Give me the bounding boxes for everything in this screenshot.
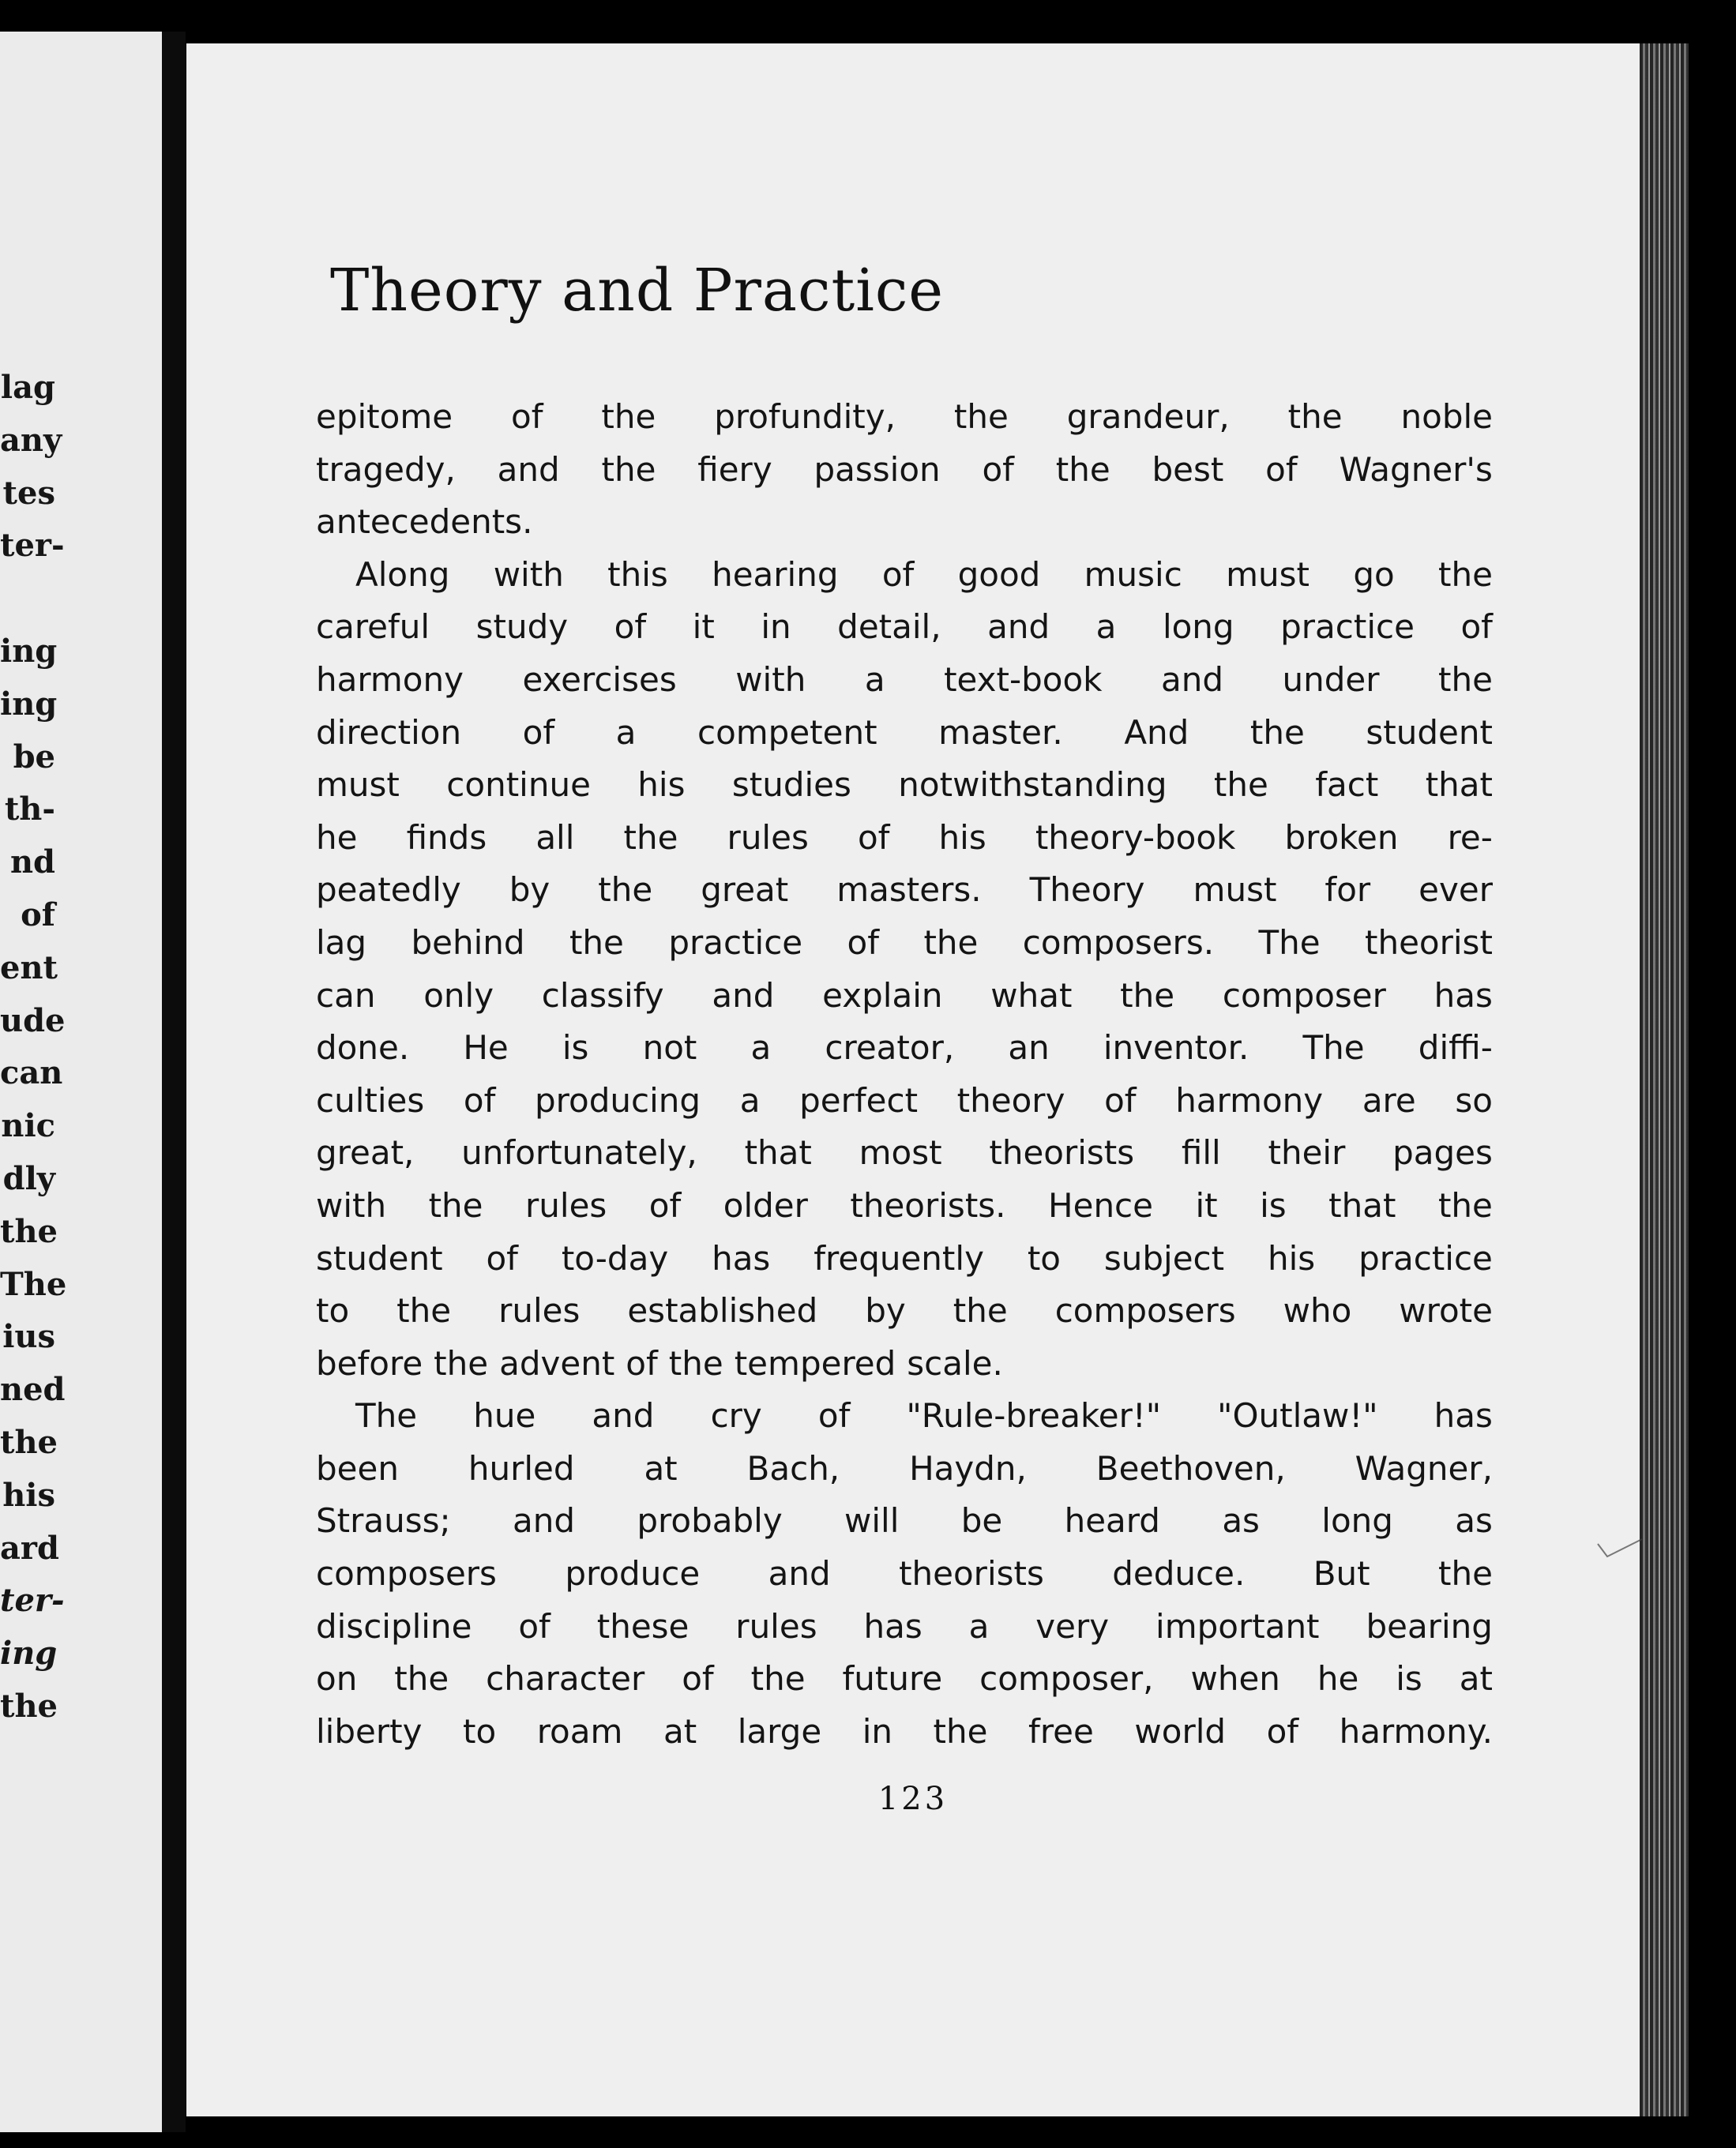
word: But	[1313, 1554, 1370, 1594]
word: must	[1193, 870, 1277, 910]
word: produce	[565, 1554, 701, 1594]
facing-page-fragment: ius	[2, 1318, 55, 1356]
word: liberty	[316, 1711, 423, 1751]
facing-page	[0, 32, 162, 2132]
word: will	[844, 1501, 900, 1541]
word: continue	[446, 765, 591, 805]
text-line	[316, 1706, 1493, 1759]
word: a	[750, 1028, 772, 1068]
facing-page-fragment: his	[2, 1476, 55, 1514]
word: and	[1161, 659, 1224, 699]
word: of	[881, 554, 915, 594]
word: direction	[316, 712, 462, 752]
text-line	[316, 496, 1493, 549]
word: the	[1438, 554, 1493, 594]
word: composers	[1054, 1291, 1236, 1331]
word: "Outlaw!"	[1217, 1396, 1378, 1436]
word: with	[493, 554, 564, 594]
word: The	[355, 1396, 418, 1436]
word: future	[842, 1659, 943, 1699]
word: probably	[637, 1501, 783, 1541]
word: ever	[1418, 870, 1493, 910]
word: rules	[727, 817, 809, 857]
word: of	[1460, 607, 1493, 647]
word: a	[739, 1080, 761, 1120]
word: all	[535, 817, 575, 857]
word: is	[1260, 1185, 1287, 1225]
word: the	[1249, 712, 1305, 752]
facing-page-fragment	[0, 573, 55, 625]
facing-page-fragment: be	[13, 738, 55, 775]
word: character	[486, 1659, 645, 1699]
book-page	[186, 43, 1640, 2116]
word: advent	[499, 1343, 615, 1383]
word: has	[863, 1606, 922, 1646]
word: is	[562, 1028, 589, 1068]
word: so	[1455, 1080, 1493, 1120]
word: composer	[1222, 975, 1386, 1015]
word: with	[316, 1185, 387, 1225]
book-gutter	[162, 32, 186, 2132]
page-body-text	[316, 391, 1493, 1758]
word: the	[1438, 659, 1493, 699]
word: the	[569, 922, 624, 962]
word: on	[316, 1659, 358, 1699]
text-line	[316, 654, 1493, 707]
facing-page-fragment: any	[0, 421, 62, 459]
text-line	[316, 1653, 1493, 1706]
word: master.	[938, 712, 1063, 752]
word: the	[923, 922, 979, 962]
word: of	[857, 817, 890, 857]
facing-page-text	[0, 362, 67, 1733]
facing-page-fragment: tes	[2, 474, 55, 512]
word: the	[394, 1659, 449, 1699]
word: fiery	[697, 449, 772, 489]
word: the	[396, 1291, 452, 1331]
word: to	[462, 1711, 497, 1751]
word: in	[761, 607, 791, 647]
word: long	[1162, 607, 1234, 647]
word: practice	[668, 922, 803, 962]
facing-page-fragment: of	[21, 896, 55, 933]
word: be	[960, 1501, 1003, 1541]
text-line	[316, 444, 1493, 497]
word: a	[615, 712, 637, 752]
word: of	[982, 449, 1014, 489]
text-line	[316, 1075, 1493, 1128]
word: must	[316, 765, 400, 805]
word: fill	[1181, 1133, 1221, 1173]
page-number: 123	[877, 1781, 949, 1817]
text-line	[316, 864, 1493, 917]
word: established	[627, 1291, 818, 1331]
text-line	[316, 1443, 1493, 1496]
word: of	[1266, 1711, 1299, 1751]
word: has	[1434, 1396, 1493, 1436]
word: culties	[316, 1080, 425, 1120]
word: practice	[1280, 607, 1415, 647]
word: has	[712, 1238, 771, 1278]
word: study	[475, 607, 569, 647]
word: and	[768, 1554, 831, 1594]
word: discipline	[316, 1606, 472, 1646]
word: free	[1028, 1711, 1094, 1751]
word: rules	[735, 1606, 817, 1646]
facing-page-fragment: dly	[2, 1159, 55, 1197]
word: unfortunately,	[461, 1133, 697, 1173]
word: older	[723, 1185, 808, 1225]
word: of	[463, 1080, 496, 1120]
word: careful	[316, 607, 430, 647]
facing-page-fragment: ter-	[0, 527, 65, 565]
word: classify	[541, 975, 664, 1015]
word: The	[1302, 1028, 1365, 1068]
word: done.	[316, 1028, 410, 1068]
word: must	[1226, 554, 1310, 594]
text-line	[316, 1233, 1493, 1286]
word: tempered	[734, 1343, 896, 1383]
facing-page-fragment: ter-	[0, 1582, 65, 1620]
facing-page-fragment: the	[0, 1687, 58, 1725]
word: in	[862, 1711, 892, 1751]
word: Wagner,	[1355, 1448, 1493, 1488]
word: and	[712, 975, 775, 1015]
facing-page-fragment: The	[0, 1265, 67, 1303]
text-line	[316, 812, 1493, 865]
word: peatedly	[316, 870, 461, 910]
word: the	[428, 1185, 483, 1225]
word: a	[968, 1606, 990, 1646]
word: the	[1120, 975, 1175, 1015]
word: scale.	[907, 1343, 1003, 1383]
word: the	[1055, 449, 1110, 489]
text-line	[316, 601, 1493, 654]
word: noble	[1400, 397, 1493, 436]
word: The	[1258, 922, 1321, 962]
word: an	[1008, 1028, 1050, 1068]
word: "Rule-breaker!"	[906, 1396, 1162, 1436]
word: great	[701, 870, 789, 910]
word: producing	[535, 1080, 701, 1120]
word: the	[434, 1343, 489, 1383]
word: text-book	[944, 659, 1103, 699]
word: wrote	[1399, 1291, 1493, 1331]
word: the	[1287, 397, 1343, 436]
facing-page-fragment: ing	[0, 632, 58, 670]
word: that	[1425, 765, 1493, 805]
word: what	[990, 975, 1073, 1015]
word: only	[423, 975, 494, 1015]
word: epitome	[316, 397, 453, 436]
word: not	[642, 1028, 697, 1068]
word: the	[623, 817, 678, 857]
text-line	[316, 1180, 1493, 1233]
text-line	[316, 549, 1493, 602]
word: as	[1222, 1501, 1260, 1541]
word: Beethoven,	[1095, 1448, 1286, 1488]
word: rules	[498, 1291, 581, 1331]
word: been	[316, 1448, 399, 1488]
word: is	[1396, 1659, 1422, 1699]
word: these	[596, 1606, 690, 1646]
word: music	[1084, 554, 1182, 594]
word: grandeur,	[1066, 397, 1230, 436]
text-line	[316, 1285, 1493, 1338]
word: very	[1035, 1606, 1110, 1646]
text-line	[316, 1022, 1493, 1075]
word: exercises	[522, 659, 677, 699]
word: world	[1134, 1711, 1227, 1751]
word: this	[607, 554, 668, 594]
word: most	[859, 1133, 942, 1173]
word: Hence	[1048, 1185, 1153, 1225]
word: the	[933, 1711, 988, 1751]
word: hearing	[712, 554, 839, 594]
word: and	[987, 607, 1050, 647]
word: antecedents.	[316, 502, 533, 542]
facing-page-fragment: nd	[9, 843, 55, 881]
word: it	[1195, 1185, 1218, 1225]
word: subject	[1103, 1238, 1225, 1278]
word: finds	[406, 817, 487, 857]
word: before	[316, 1343, 423, 1383]
word: the	[750, 1659, 806, 1699]
page-edge	[1640, 43, 1689, 2116]
word: frequently	[814, 1238, 984, 1278]
word: Bach,	[746, 1448, 840, 1488]
word: it	[692, 607, 715, 647]
word: of	[511, 397, 543, 436]
facing-page-fragment: lag	[0, 369, 55, 406]
word: the	[953, 1291, 1008, 1331]
word: a	[864, 659, 885, 699]
word: that	[744, 1133, 812, 1173]
word: for	[1325, 870, 1371, 910]
text-line	[316, 1338, 1493, 1391]
word: the	[601, 397, 656, 436]
word: to	[316, 1291, 350, 1331]
word: can	[316, 975, 376, 1015]
word: a	[1095, 607, 1117, 647]
word: he	[1317, 1659, 1359, 1699]
word: Theory	[1029, 870, 1145, 910]
word: pages	[1392, 1133, 1493, 1173]
word: theory	[956, 1080, 1065, 1120]
word: composers	[316, 1554, 497, 1594]
word: by	[509, 870, 550, 910]
word: his	[637, 765, 686, 805]
word: deduce.	[1112, 1554, 1246, 1594]
word: detail,	[837, 607, 941, 647]
word: student	[316, 1238, 443, 1278]
word: and	[497, 449, 560, 489]
word: of	[1265, 449, 1298, 489]
word: his	[1268, 1238, 1316, 1278]
word: who	[1283, 1291, 1352, 1331]
word: theory-book	[1035, 817, 1236, 857]
word: to-day	[561, 1238, 669, 1278]
facing-page-fragment: ing	[0, 1635, 58, 1673]
word: Haydn,	[909, 1448, 1027, 1488]
word: his	[938, 817, 986, 857]
word: theorists	[899, 1554, 1044, 1594]
text-line	[316, 391, 1493, 444]
text-line	[316, 1127, 1493, 1180]
word: important	[1155, 1606, 1320, 1646]
word: the	[598, 870, 653, 910]
word: hue	[473, 1396, 536, 1436]
pencil-tick-mark	[1596, 1536, 1644, 1560]
word: has	[1434, 975, 1493, 1015]
word: diffi-	[1418, 1028, 1493, 1068]
word: Wagner's	[1339, 449, 1493, 489]
facing-page-fragment: nic	[1, 1107, 55, 1145]
word: of	[817, 1396, 851, 1436]
word: He	[463, 1028, 509, 1068]
facing-page-fragment: ned	[0, 1371, 66, 1409]
word: their	[1268, 1133, 1346, 1173]
word: theorist	[1365, 922, 1493, 962]
word: perfect	[799, 1080, 919, 1120]
word: cry	[710, 1396, 762, 1436]
text-line	[316, 1495, 1493, 1548]
word: broken	[1284, 817, 1399, 857]
word: And	[1124, 712, 1189, 752]
word: lag	[316, 922, 367, 962]
word: by	[865, 1291, 906, 1331]
word: are	[1362, 1080, 1416, 1120]
word: harmony	[1175, 1080, 1324, 1120]
text-line	[316, 917, 1493, 970]
word: creator,	[825, 1028, 955, 1068]
word: behind	[411, 922, 525, 962]
word: that	[1328, 1185, 1396, 1225]
word: composers.	[1022, 922, 1215, 962]
word: heard	[1064, 1501, 1160, 1541]
word: the	[1438, 1554, 1493, 1594]
word: theorists	[989, 1133, 1135, 1173]
word: of	[648, 1185, 682, 1225]
word: and	[513, 1501, 576, 1541]
word: re-	[1447, 817, 1493, 857]
word: explain	[822, 975, 943, 1015]
word: as	[1455, 1501, 1493, 1541]
word: the	[601, 449, 656, 489]
word: at	[663, 1711, 697, 1751]
word: the	[953, 397, 1009, 436]
word: Along	[355, 554, 450, 594]
text-line	[316, 759, 1493, 812]
word: under	[1282, 659, 1380, 699]
word: good	[957, 554, 1041, 594]
word: hurled	[468, 1448, 575, 1488]
word: long	[1321, 1501, 1393, 1541]
word: go	[1353, 554, 1395, 594]
word: tragedy,	[316, 449, 456, 489]
word: the	[1213, 765, 1268, 805]
facing-page-fragment: ing	[0, 685, 58, 723]
word: inventor.	[1103, 1028, 1249, 1068]
word: harmony.	[1339, 1711, 1493, 1751]
word: roam	[536, 1711, 623, 1751]
word: notwithstanding	[898, 765, 1167, 805]
word: the	[668, 1343, 723, 1383]
page-title-text: Theory and Practice	[330, 257, 945, 325]
word: best	[1152, 449, 1224, 489]
word: passion	[814, 449, 941, 489]
word: Strauss;	[316, 1501, 451, 1541]
text-line	[316, 1601, 1493, 1654]
word: harmony	[316, 659, 464, 699]
text-line	[316, 1390, 1493, 1443]
word: large	[737, 1711, 822, 1751]
word: composer,	[979, 1659, 1154, 1699]
word: to	[1027, 1238, 1061, 1278]
text-line	[316, 707, 1493, 760]
word: of	[522, 712, 555, 752]
word: of	[1104, 1080, 1137, 1120]
text-line	[316, 970, 1493, 1023]
facing-page-fragment: the	[0, 1212, 58, 1250]
word: and	[592, 1396, 655, 1436]
word: competent	[697, 712, 877, 752]
word: he	[316, 817, 358, 857]
word: fact	[1315, 765, 1379, 805]
word: at	[644, 1448, 678, 1488]
word: practice	[1358, 1238, 1493, 1278]
word: when	[1190, 1659, 1280, 1699]
word: theorists.	[850, 1185, 1006, 1225]
word: studies	[731, 765, 851, 805]
word: the	[1437, 1185, 1493, 1225]
word: of	[518, 1606, 550, 1646]
facing-page-fragment: th-	[4, 790, 55, 828]
word: of	[614, 607, 647, 647]
word: great,	[316, 1133, 415, 1173]
word: masters.	[836, 870, 982, 910]
word: student	[1366, 712, 1493, 752]
text-line	[316, 1548, 1493, 1601]
facing-page-fragment: ard	[0, 1529, 59, 1567]
facing-page-fragment: ude	[0, 1001, 66, 1039]
word: of	[486, 1238, 518, 1278]
word: of	[847, 922, 880, 962]
word: at	[1459, 1659, 1493, 1699]
word: of	[682, 1659, 714, 1699]
facing-page-fragment: ent	[0, 948, 58, 986]
word: with	[735, 659, 806, 699]
word: profundity,	[714, 397, 896, 436]
word: of	[626, 1343, 658, 1383]
word: rules	[525, 1185, 607, 1225]
word: bearing	[1366, 1606, 1493, 1646]
facing-page-fragment: the	[0, 1423, 58, 1461]
facing-page-fragment: can	[0, 1054, 63, 1092]
